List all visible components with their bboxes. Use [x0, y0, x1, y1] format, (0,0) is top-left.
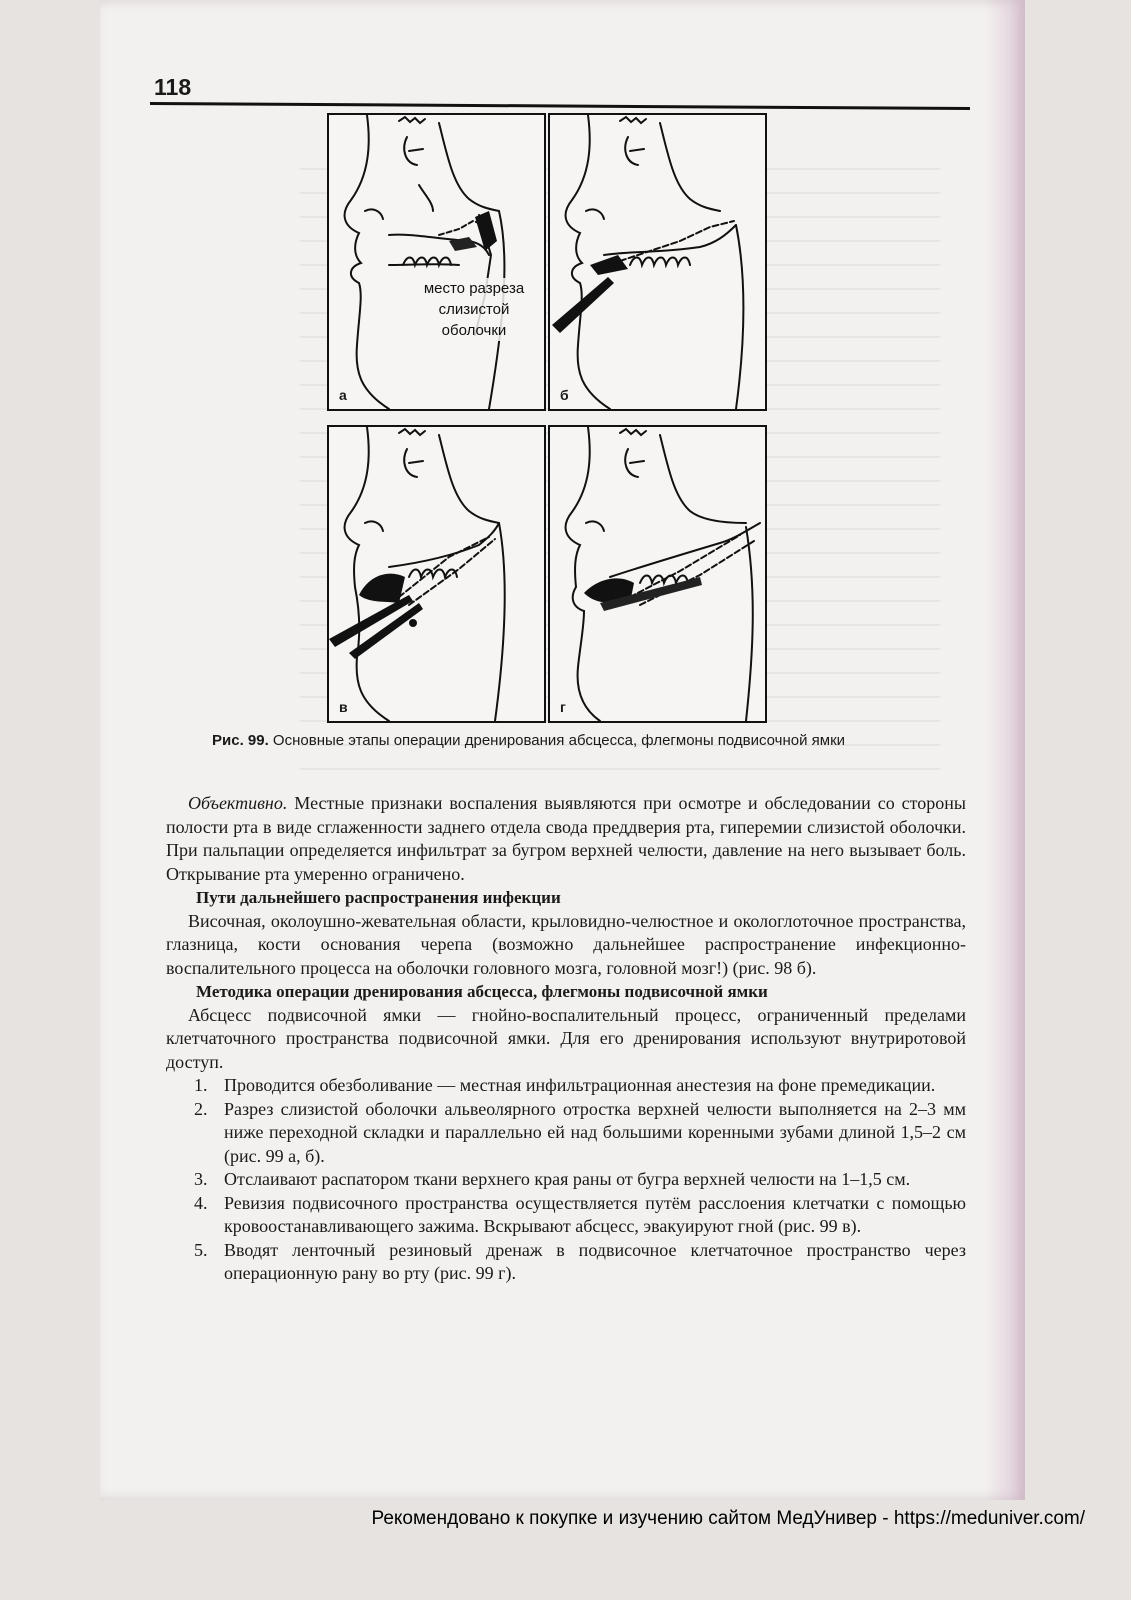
profile-illustration-c: [329, 427, 544, 721]
objective-text: Местные признаки воспаления выявляются при осмотре и обследовании со стороны полости рта в виде сглаженности заднего отдела свода преддверия рта, гиперемии слизистой оболочки. При пальпации определяется инфильтрат за бугром верхней челюсти, давление на него вызывает боль. Открывание рта умеренно ограничено.: [166, 793, 966, 884]
figure-panel-c: [327, 425, 546, 723]
objective-label: Объективно.: [188, 793, 288, 813]
procedure-step: [166, 1192, 966, 1239]
step-number: 4.: [194, 1192, 208, 1213]
step-number: 1.: [194, 1075, 208, 1095]
step-text: Отслаивают распатором ткани верхнего края раны от бугра верхней челюсти на 1–1,5 см.: [224, 1169, 911, 1189]
page-curl-shadow: [985, 0, 1025, 1500]
incision-label-line-2: слизистой: [438, 301, 510, 318]
procedure-step: [166, 1168, 966, 1192]
page-number: 118: [154, 74, 192, 100]
step-number: 2.: [194, 1098, 208, 1119]
incision-label-line-1: место разреза: [423, 280, 525, 297]
spread-paragraph: Височная, околоушно-жевательная области, крыловидно-челюстное и окологлоточное пространства, глазница, кости основания черепа (возможно дальнейшее распространение инфекционно-воспалительного процесса на оболочки головного мозга, головной мозг!) (рис. 98 б).: [166, 910, 966, 978]
panel-letter-c: в: [339, 699, 348, 715]
method-heading: Методика операции дренирования абсцесса, флегмоны подвисочной ямки: [196, 982, 768, 1001]
main-text: [166, 792, 966, 1286]
figure-99: [327, 113, 977, 723]
figure-panel-d: [548, 425, 767, 723]
panel-letter-b: б: [560, 387, 569, 403]
procedure-step: [166, 1098, 966, 1169]
incision-site-label: [419, 278, 529, 341]
figure-caption-text: Основные этапы операции дренирования абсцесса, флегмоны подвисочной ямки: [268, 732, 846, 749]
step-text: Проводится обезболивание — местная инфильтрационная анестезия на фоне премедикации.: [224, 1075, 936, 1095]
procedure-step: [166, 1074, 966, 1098]
method-paragraph: Абсцесс подвисочной ямки — гнойно-воспалительный процесс, ограниченный пределами клетчаточного пространства подвисочной ямки. Для его дренирования используют внутриротовой доступ.: [166, 1004, 966, 1072]
step-text: Вводят ленточный резиновый дренаж в подвисочное клетчаточное пространство через операционную рану во рту (рис. 99 г).: [224, 1239, 966, 1283]
figure-caption: [212, 732, 952, 749]
incision-label-line-3: оболочки: [441, 322, 507, 339]
step-text: Ревизия подвисочного пространства осуществляется путём расслоения клетчатки с помощью кровоостанавливающего зажима. Вскрывают абсцесс, эвакуируют гной (рис. 99 в).: [224, 1192, 966, 1236]
step-number: 3.: [194, 1169, 208, 1189]
figure-caption-label: Рис. 99.: [212, 732, 269, 749]
figure-panel-a: [327, 113, 546, 411]
step-text: Разрез слизистой оболочки альвеолярного отростка верхней челюсти выполняется на 2–3 мм ниже переходной складки и параллельно ей над большими коренными зубами длиной 1,5–2 см (рис. 99 а, б).: [224, 1098, 966, 1166]
step-number: 5.: [194, 1239, 208, 1260]
panel-letter-d: г: [560, 699, 566, 715]
spread-heading: Пути дальнейшего распространения инфекции: [196, 888, 561, 907]
profile-illustration-d: [550, 427, 765, 721]
objective-paragraph: [166, 792, 966, 886]
profile-illustration-b: [550, 115, 765, 409]
figure-panel-b: [548, 113, 767, 411]
procedure-step: [166, 1239, 966, 1286]
panel-letter-a: а: [339, 387, 347, 403]
procedure-steps: [166, 1074, 966, 1286]
footer-recommendation: Рекомендовано к покупке и изучению сайтом МедУнивер - https://meduniver.com/: [371, 1508, 1085, 1529]
profile-illustration-a: [329, 115, 544, 409]
